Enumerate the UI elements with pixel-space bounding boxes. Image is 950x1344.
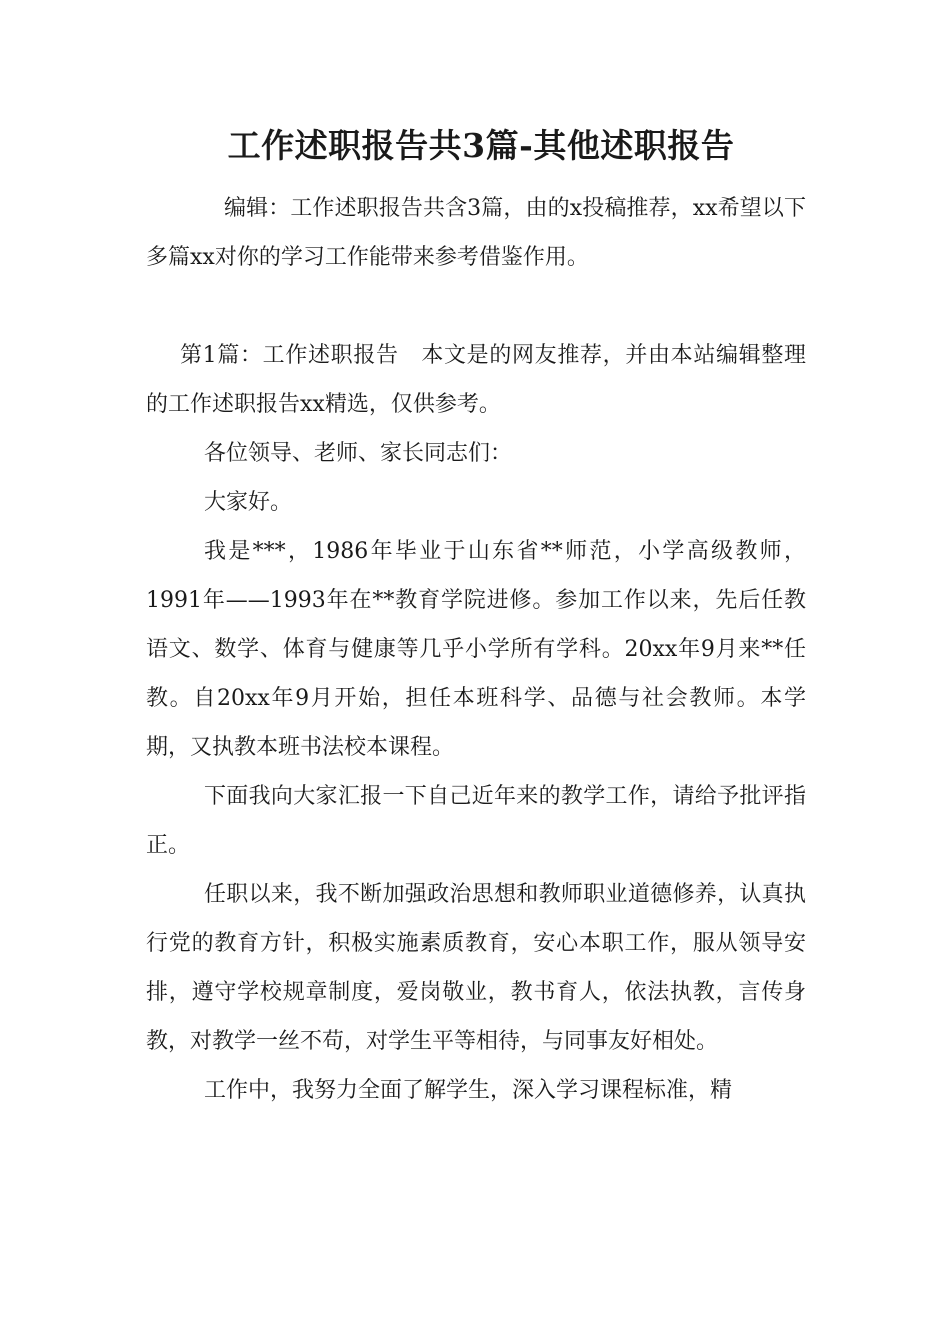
intro-paragraph: 编辑：工作述职报告共含3篇，由的x投稿推荐，xx希望以下多篇xx对你的学习工作能带来参考借鉴作用。 xyxy=(146,196,806,270)
paragraph-greeting: 大家好。 xyxy=(204,490,293,515)
document-page xyxy=(146,118,806,1115)
paragraph-conduct: 任职以来，我不断加强政治思想和教师职业道德修养，认真执行党的教育方针，积极实施素质教育，安心本职工作，服从领导安排，遵守学校规章制度，爱岗敬业，教书育人，依法执教，言传身教，对教学一丝不苟，对学生平等相待，与同事友好相处。 xyxy=(146,882,806,1054)
paragraph-part-1-heading: 第1篇：工作述职报告 本文是的网友推荐，并由本站编辑整理的工作述职报告xx精选，仅供参考。 xyxy=(146,343,806,417)
document-title: 工作述职报告共3篇-其他述职报告 xyxy=(227,126,735,165)
paragraph-self-introduction: 我是***，1986年毕业于山东省**师范，小学高级教师，1991年——1993年在**教育学院进修。参加工作以来，先后任教语文、数学、体育与健康等几乎小学所有学科。20xx年9月来**任教。自20xx年9月开始，担任本班科学、品德与社会教师。本学期，又执教本班书法校本课程。 xyxy=(146,539,806,760)
paragraph-salutation: 各位领导、老师、家长同志们： xyxy=(204,441,513,466)
paragraph-work: 工作中，我努力全面了解学生，深入学习课程标准，精 xyxy=(204,1078,733,1103)
paragraph-report-intro: 下面我向大家汇报一下自己近年来的教学工作，请给予批评指正。 xyxy=(146,784,806,858)
